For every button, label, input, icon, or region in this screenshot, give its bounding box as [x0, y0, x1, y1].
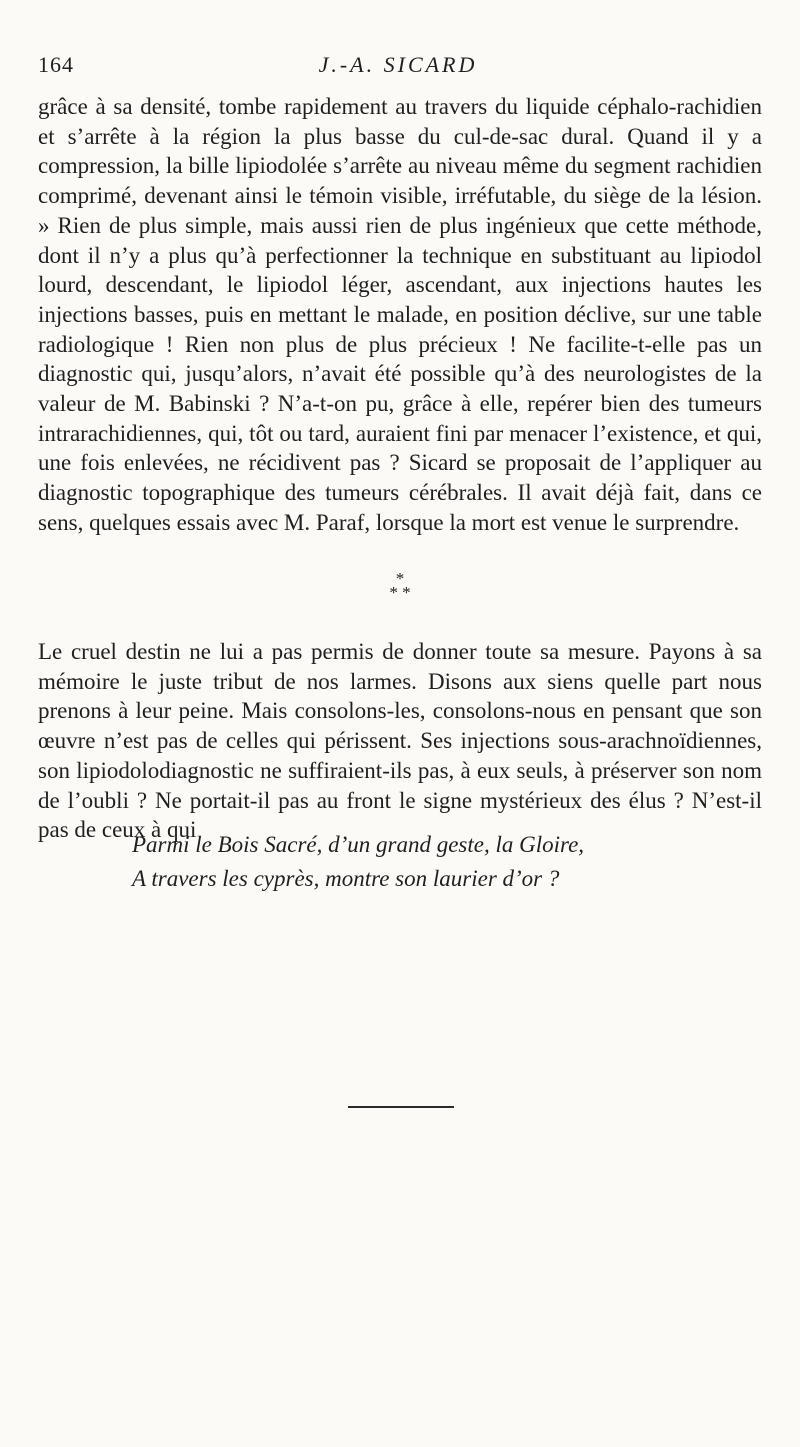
- verse-line: A travers les cyprès, montre son laurier d’or ?: [132, 866, 560, 891]
- verse-line: Parmi le Bois Sacré, d’un grand geste, la Gloire,: [132, 832, 585, 857]
- body-paragraph: grâce à sa densité, tombe rapidement au travers du liquide céphalo-rachidien et s’arrête à la région la plus basse du cul-de-sac dural. Quand il y a compression, la bille lipiodolée s’arrête au niveau même du segment rachidien comprimé, devenant ainsi le témoin visible, irréfutable, du siège de la lésion. » Rien de plus simple, mais aussi rien de plus ingénieux que cette méthode, dont il n’y a plus qu’à perfectionner la technique en substituant au lipiodol lourd, descendant, le lipiodol léger, ascendant, aux injections hautes les injections basses, puis en mettant le malade, en position déclive, sur une table radiologique ! Rien non plus de plus précieux ! Ne facilite-t-elle pas un diagnostic qui, jusqu’alors, n’avait été possible qu’à des neurologistes de la valeur de M. Babinski ? N’a-t-on pu, grâce à elle, repérer bien des tumeurs intrarachidiennes, qui, tôt ou tard, auraient fini par menacer l’existence, et qui, une fois enlevées, ne récidivent pas ? Sicard se proposait de l’appliquer au diagnostic topographique des tumeurs cérébrales. Il avait déjà fait, dans ce sens, quelques essais avec M. Paraf, lorsque la mort est venue le surprendre.: [38, 94, 762, 535]
- body-paragraph: Le cruel destin ne lui a pas permis de donner toute sa mesure. Payons à sa mémoire le juste tribut de nos larmes. Disons aux siens quelle part nous prenons à leur peine. Mais consolons-les, consolons-nous en pensant que son œuvre n’est pas de celles qui périssent. Ses injections sous-arachnoïdiennes, son lipiodolodiagnostic ne suffiraient-ils pas, à eux seuls, à préserver son nom de l’oubli ? Ne portait-il pas au front le signe mystérieux des élus ? N’est-il pas de ceux à qui: [38, 639, 762, 843]
- running-head: J.-A. SICARD: [318, 52, 478, 77]
- asterism-separator: [0, 569, 800, 602]
- asterism-bottom: * *: [389, 583, 411, 602]
- end-rule: [348, 1106, 454, 1108]
- page-header: [38, 52, 758, 82]
- page-number: 164: [38, 52, 74, 77]
- asterism-top: *: [395, 569, 405, 588]
